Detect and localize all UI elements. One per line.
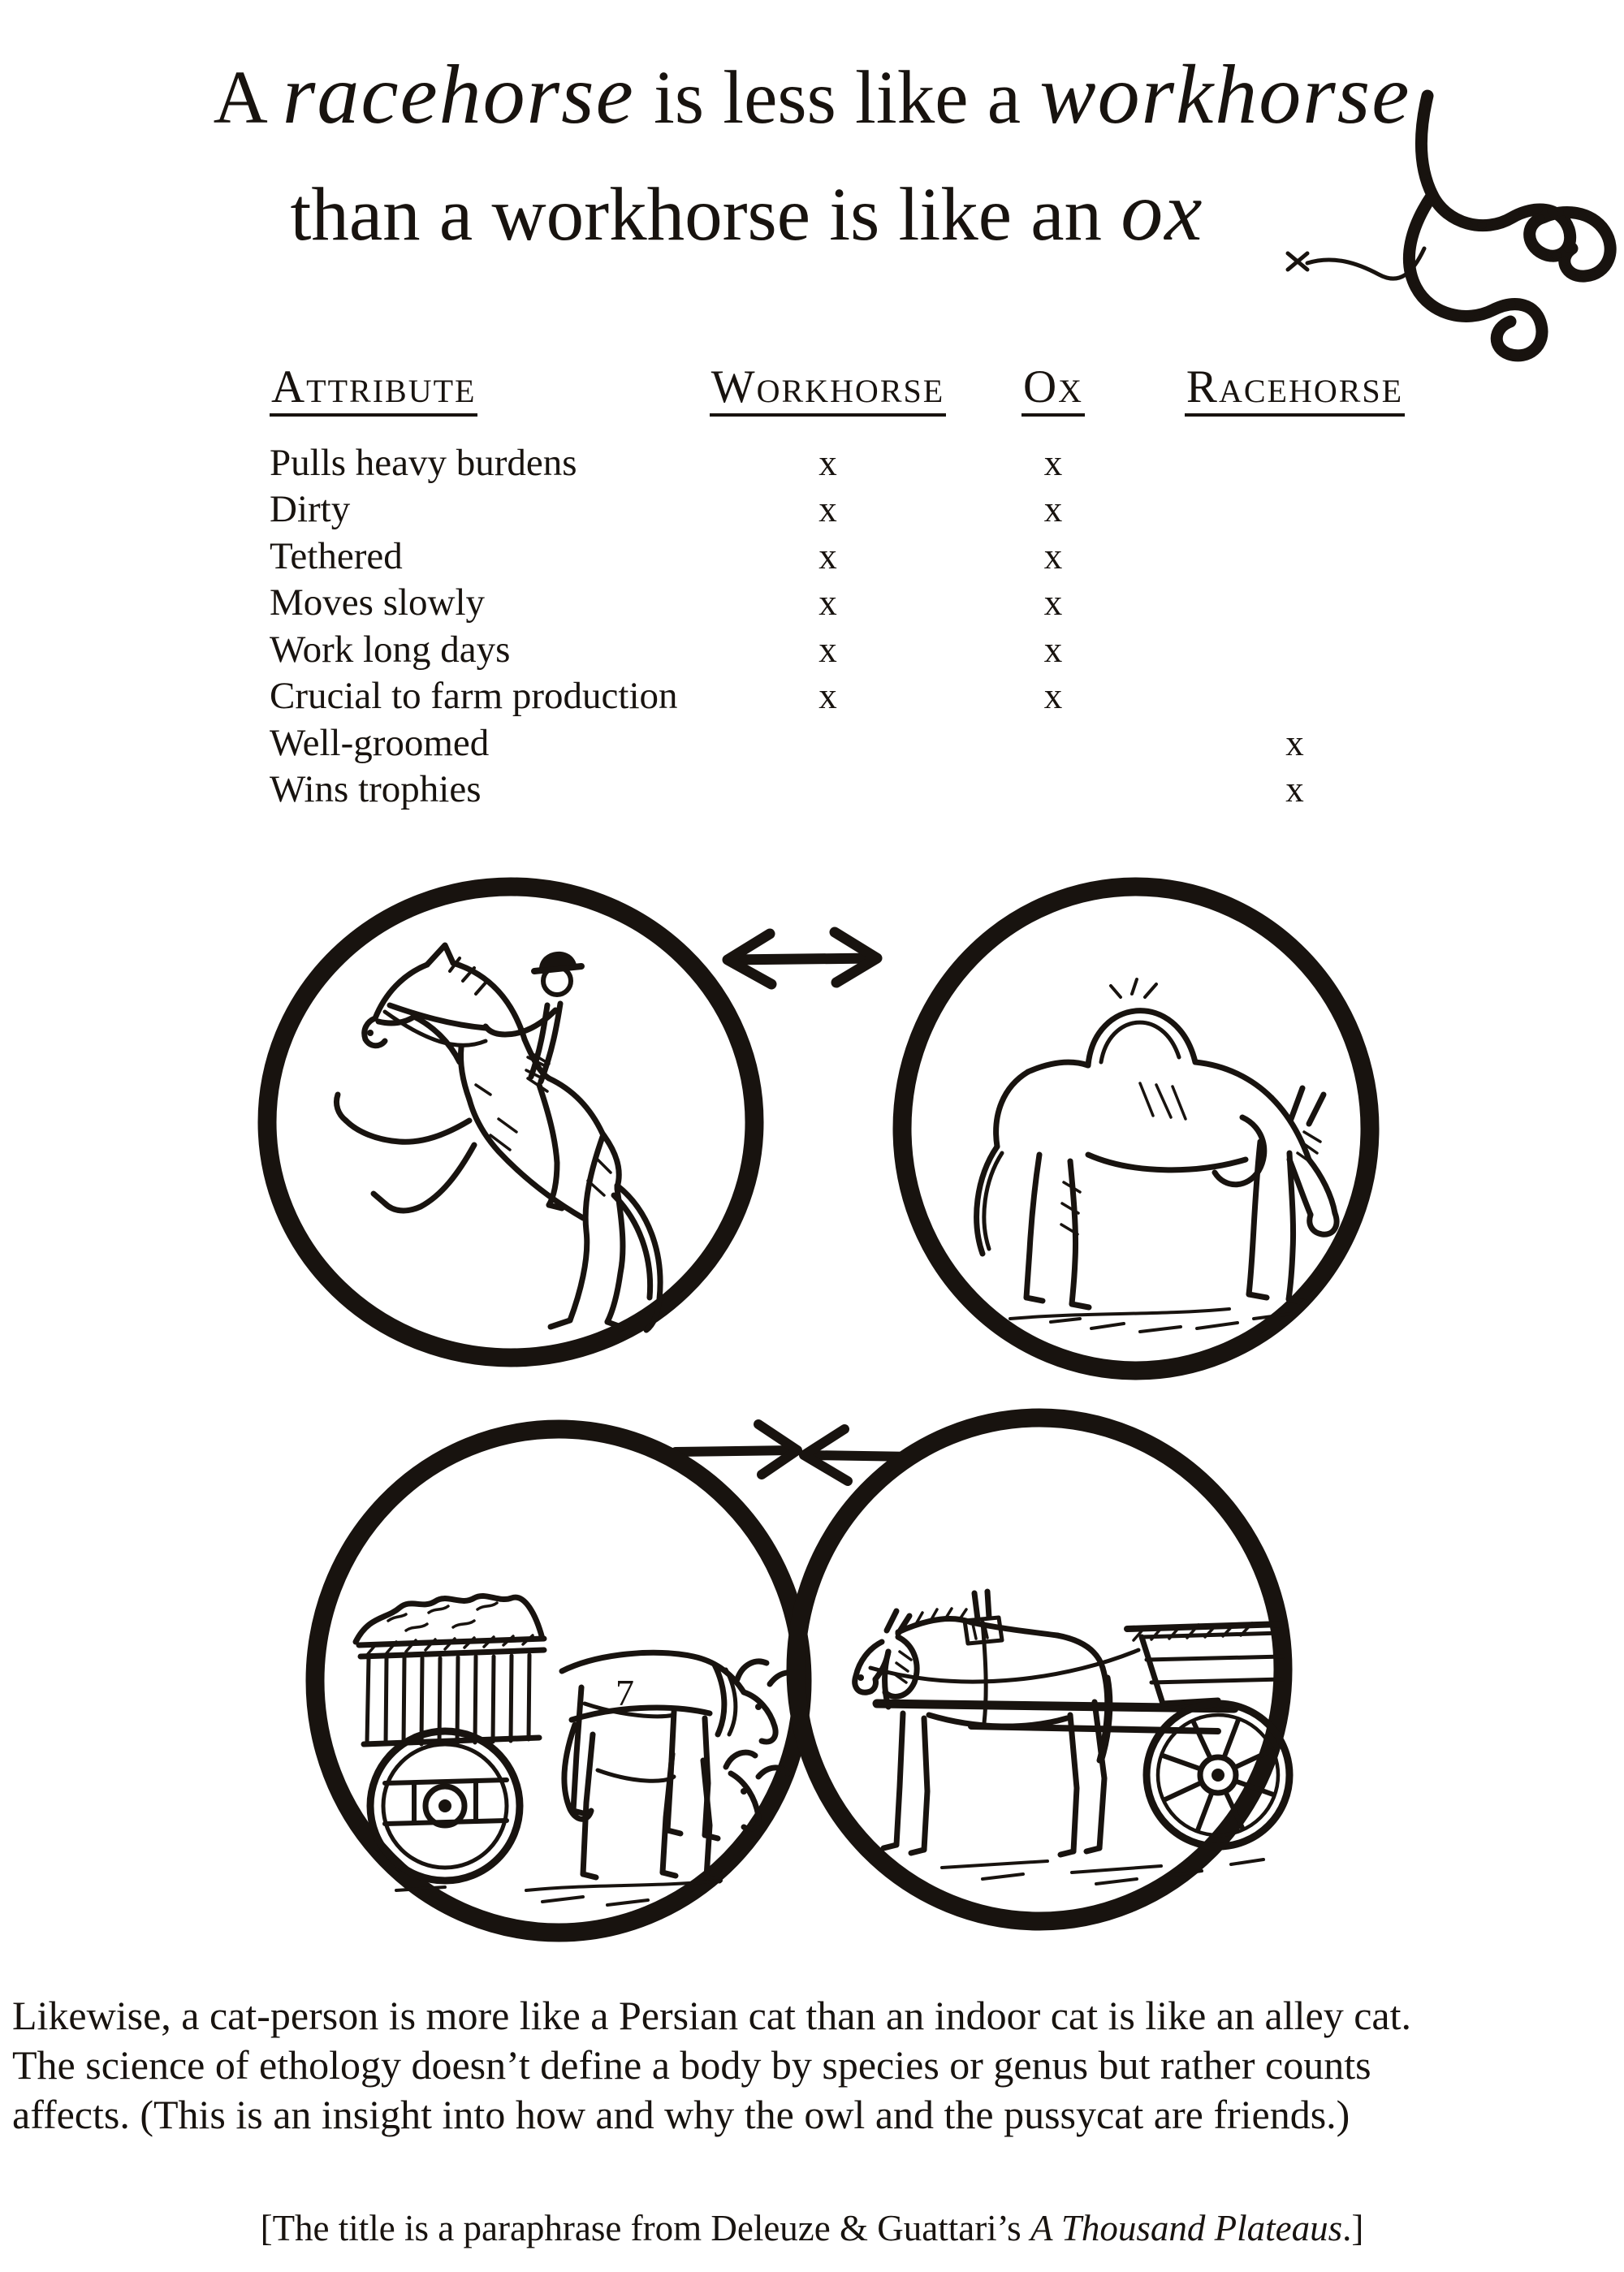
mark-ox: x [1043, 489, 1063, 530]
title-script-workhorse: workhorse [1039, 48, 1411, 141]
mark-workhorse: x [818, 442, 837, 483]
double-arrow-icon [708, 922, 896, 991]
mark-workhorse: x [818, 489, 837, 530]
row-label: Well-groomed [270, 721, 490, 764]
title-line-2 [0, 159, 1494, 289]
paragraph-line: affects. (This is an insight into how and why the owl and the pussycat are friends.) [12, 2092, 1350, 2137]
attribution-footer [0, 2207, 1624, 2249]
footer-text: [The title is a paraphrase from Deleuze & Guattari’s [260, 2208, 1030, 2248]
row-label: Pulls heavy burdens [270, 441, 577, 484]
row-label: Moves slowly [270, 581, 486, 624]
rope-knot-illustration [1283, 5, 1624, 372]
body-paragraph [12, 1991, 1618, 2140]
row-label: Work long days [270, 628, 511, 671]
horse-cart-illustration [780, 1408, 1299, 1936]
paragraph-line: The science of ethology doesn’t define a body by species or genus but rather counts [12, 2042, 1371, 2088]
footer-text: .] [1342, 2208, 1364, 2248]
row-label: Dirty [270, 488, 351, 531]
footer-book-title: A Thousand Plateaus [1030, 2208, 1343, 2248]
racehorse-rider-illustration [247, 874, 775, 1371]
attribute-table [270, 361, 1463, 813]
title-text: than a workhorse is like an [290, 173, 1121, 257]
title-text: is less like a [634, 56, 1040, 140]
workhorse-illustration [888, 874, 1384, 1384]
paragraph-line: Likewise, a cat-person is more like a Persian cat than an indoor cat is like an alley cat. [12, 1993, 1411, 2038]
mark-ox: x [1043, 535, 1063, 577]
title-script-racehorse: racehorse [282, 48, 635, 141]
mark-racehorse: x [1285, 722, 1304, 763]
mark-ox: x [1043, 582, 1063, 624]
mark-workhorse: x [818, 535, 837, 577]
col-header-ox: Ox [1021, 364, 1085, 417]
mark-ox: x [1043, 676, 1063, 717]
col-header-workhorse: Workhorse [710, 364, 946, 417]
mark-workhorse: x [818, 676, 837, 717]
col-header-attribute: Attribute [270, 364, 477, 417]
mark-workhorse: x [818, 628, 837, 670]
mark-workhorse: x [818, 582, 837, 624]
row-label: Tethered [270, 534, 403, 577]
row-label: Crucial to farm production [270, 675, 678, 718]
table-header-row [270, 361, 1463, 417]
title-text: A [213, 56, 283, 140]
table-body [270, 439, 1463, 813]
col-header-racehorse: Racehorse [1185, 364, 1405, 417]
mark-racehorse: x [1285, 769, 1304, 810]
title-script-ox: ox [1121, 165, 1204, 258]
mark-ox: x [1043, 442, 1063, 483]
mark-ox: x [1043, 628, 1063, 670]
row-label: Wins trophies [270, 768, 482, 811]
ox-cart-illustration [299, 1419, 818, 1947]
ox-brand-mark: 7 [615, 1672, 634, 1713]
